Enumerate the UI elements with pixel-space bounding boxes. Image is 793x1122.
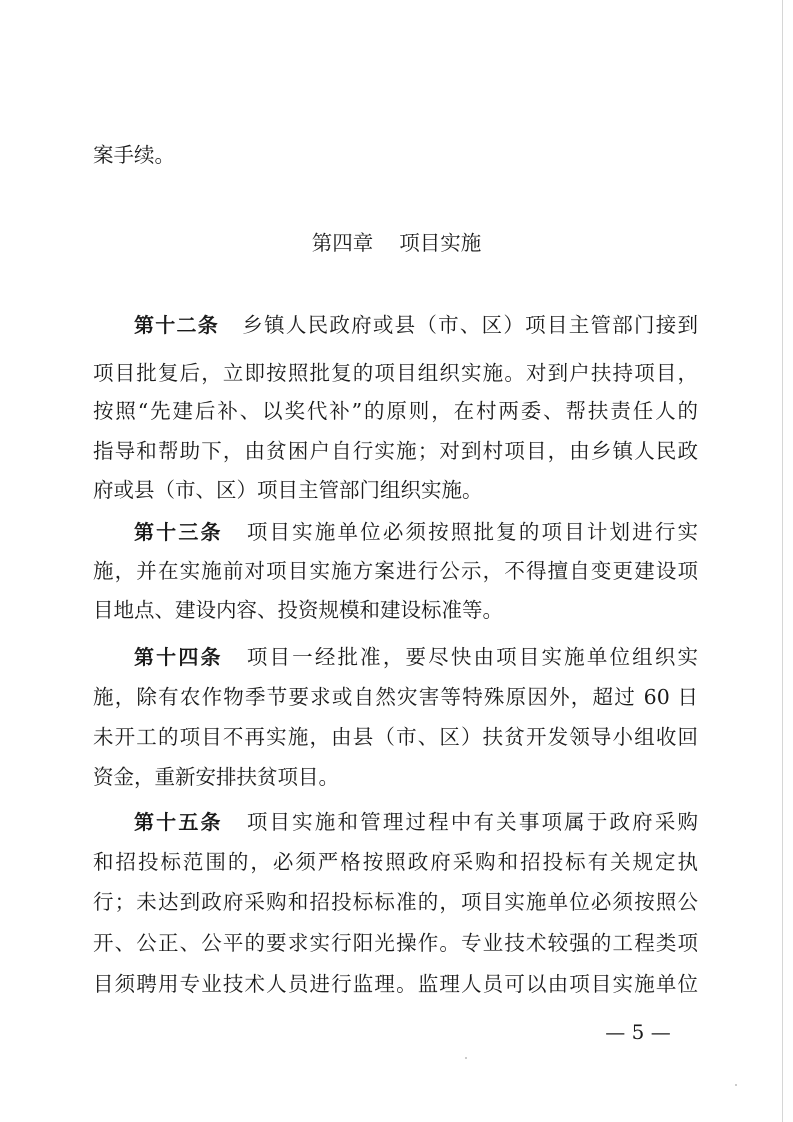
- article-first-line: [134, 311, 698, 339]
- article-line: 施，并在实施前对项目实施方案进行公示，不得擅自变更建设项: [93, 559, 698, 583]
- article-first-line: [134, 643, 698, 671]
- article-label: 第十五条: [134, 810, 223, 834]
- scan-speck: [465, 1057, 467, 1059]
- article-line: 资金，重新安排扶贫项目。: [93, 765, 339, 789]
- article-line: 项目一经批准，要尽快由项目实施单位组织实: [244, 645, 699, 669]
- article-line: 和招投标范围的，必须严格按照政府采购和招投标有关规定执: [93, 850, 698, 874]
- continuation-text: 案手续。: [93, 143, 175, 167]
- article-line: 府或县（市、区）项目主管部门组织实施。: [93, 478, 483, 502]
- article-line: 行；未达到政府采购和招投标标准的，项目实施单位必须按照公: [93, 890, 698, 914]
- chapter-number: 第四章: [311, 231, 374, 255]
- article-line: 按照“先建后补、以奖代补”的原则，在村两委、帮扶责任人的: [93, 399, 698, 423]
- article-line: 目须聘用专业技术人员进行监理。监理人员可以由项目实施单位: [93, 972, 698, 996]
- article-label: 第十二条: [134, 313, 220, 337]
- article-first-line: [134, 808, 698, 836]
- article-first-line: [134, 518, 698, 546]
- chapter-title: 项目实施: [399, 231, 482, 255]
- article-line: 项目实施单位必须按照批复的项目计划进行实: [244, 520, 699, 544]
- article-line: 未开工的项目不再实施，由县（市、区）扶贫开发领导小组收回: [93, 725, 698, 749]
- article-line: 乡镇人民政府或县（市、区）项目主管部门接到: [241, 313, 699, 337]
- article-line: 项目实施和管理过程中有关事项属于政府采购: [244, 810, 699, 834]
- chapter-heading: [0, 228, 793, 258]
- scan-speck: [735, 1084, 737, 1086]
- article-line: 开、公正、公平的要求实行阳光操作。专业技术较强的工程类项: [93, 931, 698, 955]
- article-line: 施，除有农作物季节要求或自然灾害等特殊原因外，超过 60 日: [93, 685, 698, 709]
- article-label: 第十四条: [134, 645, 223, 669]
- article-line: 指导和帮助下，由贫困户自行实施；对到村项目，由乡镇人民政: [93, 439, 698, 463]
- article-label: 第十三条: [134, 520, 223, 544]
- article-line: 项目批复后，立即按照批复的项目组织实施。对到户扶持项目，: [93, 361, 698, 385]
- page-number: — 5 —: [605, 1020, 671, 1044]
- page-edge: [782, 0, 783, 1122]
- article-line: 目地点、建设内容、投资规模和建设标准等。: [93, 598, 503, 622]
